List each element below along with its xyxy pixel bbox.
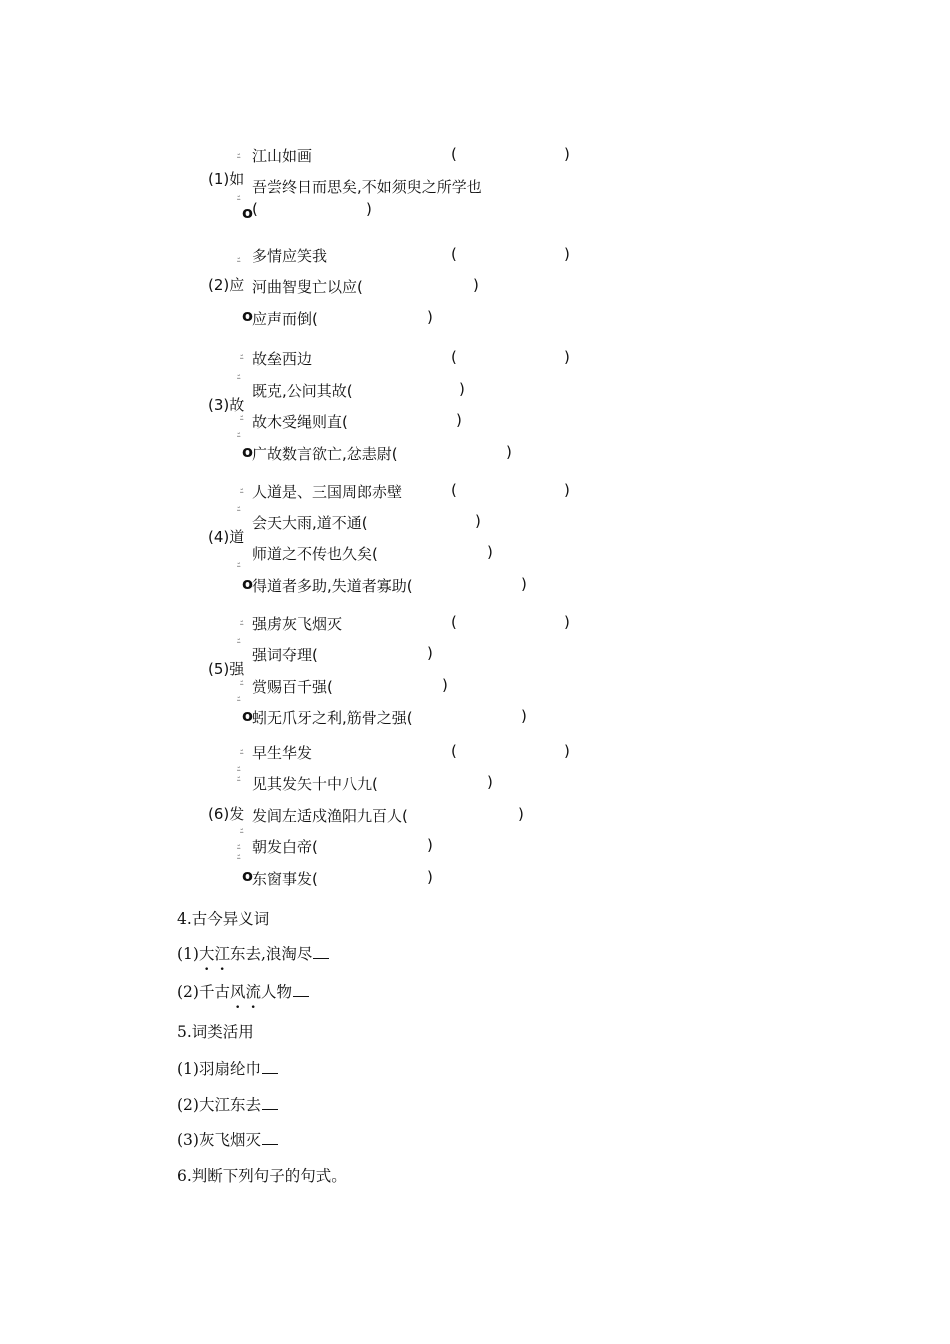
answer-paren-close: ): [487, 773, 493, 791]
example-sentence: 东窗事发(: [252, 870, 318, 888]
brace-tick: ﾆ: [240, 414, 244, 422]
emphasized-char: 江: [214, 945, 230, 963]
example-sentence: 发闾左适戍渔阳九百人(: [252, 807, 408, 825]
example-sentence: 会天大雨,道不通(: [252, 514, 368, 532]
brace-end-mark: o: [242, 442, 253, 461]
answer-paren-open: (: [451, 348, 457, 366]
example-sentence: 应声而倒(: [252, 310, 318, 328]
answer-paren-close: ): [564, 245, 570, 263]
example-sentence: 既克,公问其故(: [252, 382, 353, 400]
answer-paren-close: ): [427, 836, 433, 854]
example-sentence: 师道之不传也久矣(: [252, 545, 378, 563]
example-sentence: 广故数言欲亡,忿恚尉(: [252, 445, 398, 463]
brace-tick: ﾆ: [237, 194, 241, 202]
example-sentence: 强虏灰飞烟灭: [252, 615, 343, 633]
group-label: (5)强: [208, 660, 245, 678]
brace-tick: ﾆ: [240, 827, 244, 835]
answer-blank[interactable]: [262, 1143, 278, 1145]
answer-paren-open: (: [451, 613, 457, 631]
question-item: [177, 1093, 278, 1115]
item-text: 东去,浪淘尽: [230, 945, 313, 963]
answer-paren-close: ): [564, 348, 570, 366]
answer-paren-open: (: [451, 481, 457, 499]
brace-tick: ﾆ: [237, 256, 241, 264]
example-sentence: 故木受绳则直(: [252, 413, 348, 431]
brace-end-mark: o: [242, 203, 253, 222]
question-item: [177, 1128, 278, 1150]
answer-blank[interactable]: [293, 995, 309, 997]
example-sentence: 蚓无爪牙之利,筋骨之强(: [252, 709, 413, 727]
example-sentence: 赏赐百千强(: [252, 678, 333, 696]
answer-paren-open: (: [451, 145, 457, 163]
emphasized-char: 流: [245, 983, 261, 1001]
brace-tick: ﾆ: [240, 353, 244, 361]
item-text: (3)灰飞烟灭: [177, 1131, 261, 1149]
question-item: [177, 942, 329, 964]
brace-tick: ﾆ: [237, 637, 241, 645]
answer-paren-close: ): [564, 145, 570, 163]
answer-paren-close: ): [473, 276, 479, 294]
answer-paren-open: (: [252, 200, 258, 218]
answer-paren-close: ): [564, 481, 570, 499]
answer-blank[interactable]: [262, 1108, 278, 1110]
brace-tick: ﾆ: [240, 679, 244, 687]
section-title: 4.古今异义词: [177, 910, 270, 928]
example-sentence: 人道是、三国周郎赤壁: [252, 483, 403, 501]
emphasized-char: 风: [229, 983, 246, 1001]
answer-paren-close: ): [564, 742, 570, 760]
group-label: (2)应: [208, 276, 245, 294]
answer-paren-close: ): [442, 676, 448, 694]
example-sentence: 故垒西边: [252, 350, 313, 368]
item-text: (2)大江东去: [177, 1096, 261, 1114]
example-sentence: 吾尝终日而思矣,不如须臾之所学也: [252, 178, 482, 196]
group-label: (6)发: [208, 805, 245, 823]
brace-tick: ﾆ: [240, 487, 244, 495]
brace-tick: ﾆ: [237, 373, 241, 381]
group-label: (4)道: [208, 528, 245, 546]
example-sentence: 见其发矢十中八九(: [252, 775, 378, 793]
brace-tick: ﾆ: [240, 748, 244, 756]
brace-tick: ﾆ: [237, 431, 241, 439]
brace-tick: ﾆ: [237, 152, 241, 160]
answer-paren-close: ): [427, 644, 433, 662]
group-label: (3)故: [208, 396, 245, 414]
answer-paren-close: ): [427, 308, 433, 326]
answer-paren-close: ): [427, 868, 433, 886]
brace-tick: ﾆ: [237, 695, 241, 703]
item-prefix: (1): [177, 945, 199, 963]
example-sentence: 多情应笑我: [252, 247, 328, 265]
brace-tick: ﾆ: [237, 765, 241, 773]
answer-paren-close: ): [366, 200, 372, 218]
brace-tick: ﾆ: [237, 843, 241, 851]
answer-paren-close: ): [487, 543, 493, 561]
item-text: 人物: [261, 983, 293, 1001]
answer-paren-close: ): [521, 575, 527, 593]
example-sentence: 早生华发: [252, 744, 313, 762]
brace-end-mark: o: [242, 574, 253, 593]
brace-tick: ﾆ: [237, 775, 241, 783]
answer-blank[interactable]: [262, 1072, 278, 1074]
brace-end-mark: o: [242, 706, 253, 725]
brace-end-mark: o: [242, 306, 253, 325]
item-text: (1)羽扇纶巾: [177, 1060, 261, 1078]
example-sentence: 河曲智叟亡以应(: [252, 278, 363, 296]
answer-paren-close: ): [506, 443, 512, 461]
item-prefix: (2)千古: [177, 983, 230, 1001]
answer-paren-close: ): [456, 411, 462, 429]
example-sentence: 强词夺理(: [252, 646, 318, 664]
answer-paren-close: ): [521, 707, 527, 725]
answer-paren-close: ): [459, 380, 465, 398]
answer-blank[interactable]: [313, 957, 329, 959]
section-title: 6.判断下列句子的句式。: [177, 1167, 347, 1185]
answer-paren-open: (: [451, 742, 457, 760]
brace-tick: ﾆ: [237, 505, 241, 513]
brace-tick: ﾆ: [240, 619, 244, 627]
brace-tick: ﾆ: [237, 561, 241, 569]
question-item: [177, 1057, 278, 1079]
group-label: (1)如: [208, 170, 245, 188]
example-sentence: 得道者多助,失道者寡助(: [252, 577, 413, 595]
emphasized-char: 大: [198, 945, 215, 963]
answer-paren-close: ): [475, 512, 481, 530]
section-title: 5.词类活用: [177, 1023, 254, 1041]
example-sentence: 朝发白帝(: [252, 838, 318, 856]
example-sentence: 江山如画: [252, 147, 313, 165]
answer-paren-open: (: [451, 245, 457, 263]
answer-paren-close: ): [518, 805, 524, 823]
question-item: [177, 980, 309, 1002]
brace-tick: ﾆ: [237, 853, 241, 861]
answer-paren-close: ): [564, 613, 570, 631]
brace-end-mark: o: [242, 866, 253, 885]
